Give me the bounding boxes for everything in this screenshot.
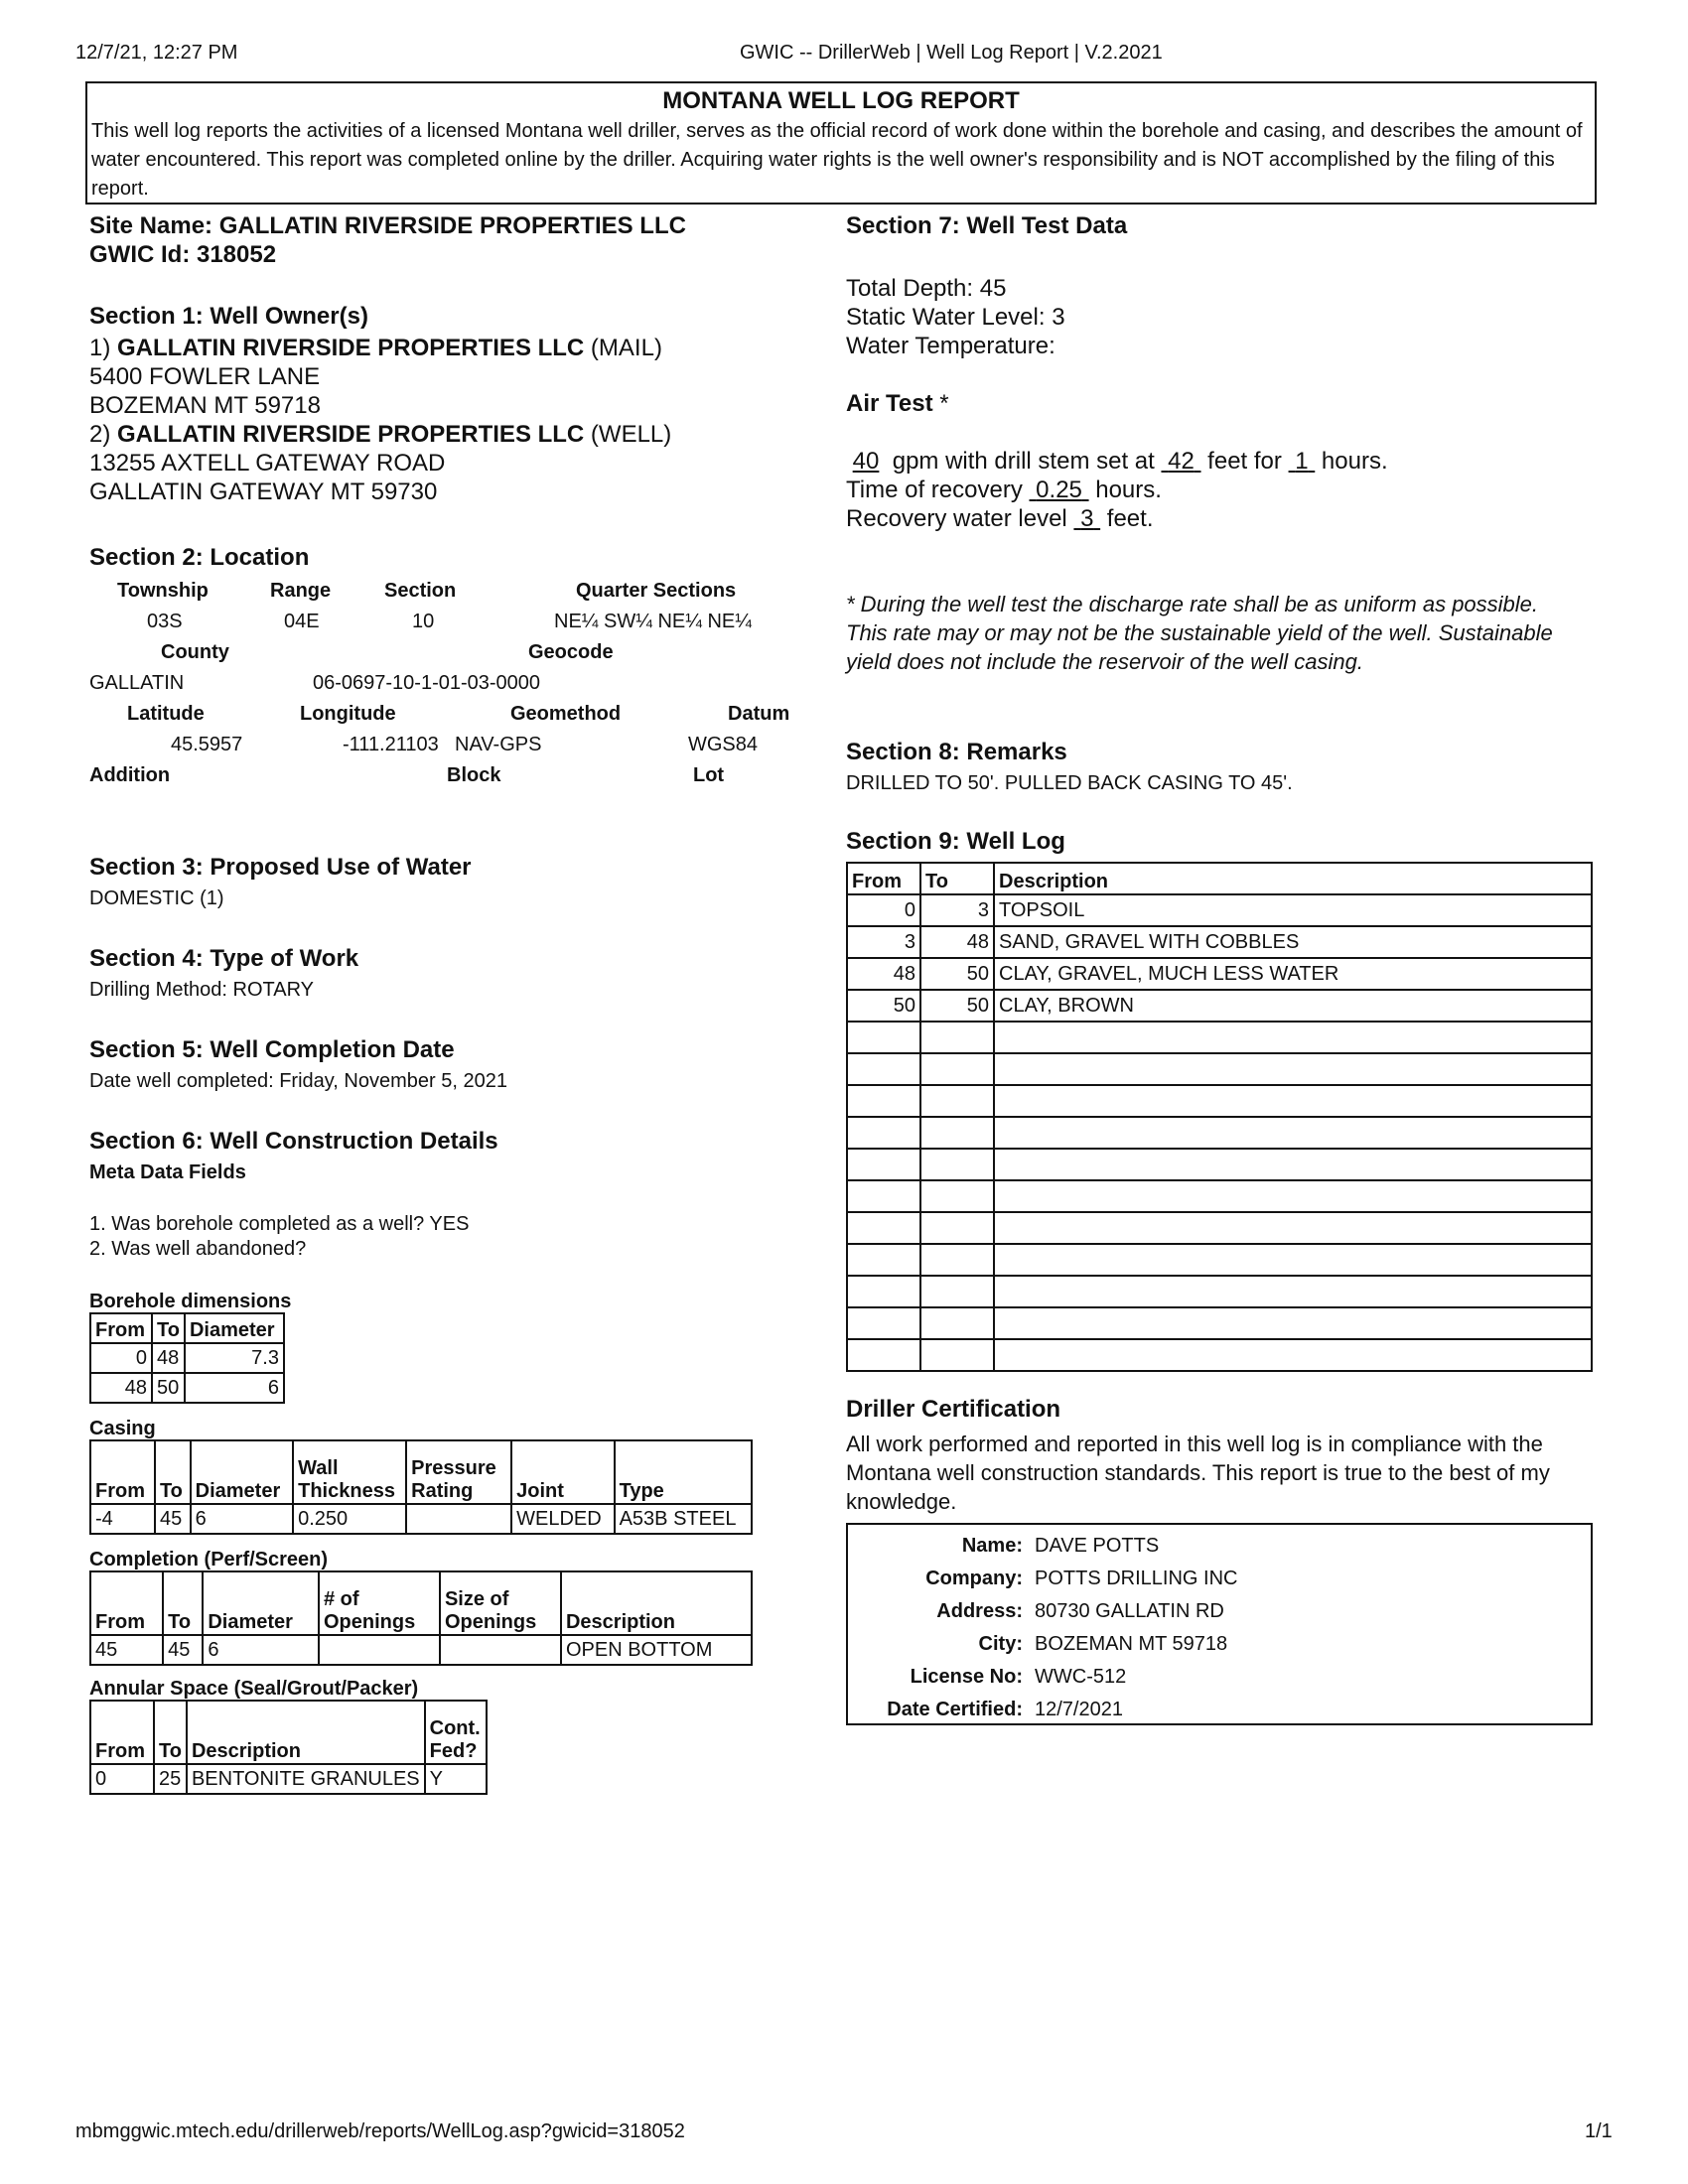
well-test-note: * During the well test the discharge rate shall be as uniform as possible. This rate may or may not be the sustainable yield of the well. Sustainable yield does not include the reservoir of the well casing. — [846, 592, 1553, 674]
cell: 48 — [920, 926, 994, 958]
lot-label: Lot — [693, 764, 725, 786]
drilling-method-value: Drilling Method: ROTARY — [89, 979, 314, 1001]
cell: 50 — [920, 958, 994, 990]
completion-header-size: Size of Openings — [440, 1571, 561, 1635]
cert-license-label: License No: — [910, 1666, 1023, 1688]
county-label: County — [161, 641, 229, 663]
completion-header-description: Description — [561, 1571, 752, 1635]
report-title: MONTANA WELL LOG REPORT — [662, 87, 1020, 114]
cell: 50 — [920, 990, 994, 1022]
empty-row — [847, 1022, 1592, 1053]
recovery-level-unit: feet. — [1100, 505, 1154, 532]
empty-row — [847, 1180, 1592, 1212]
geocode-label: Geocode — [528, 641, 614, 663]
well-test-values — [846, 274, 1065, 360]
section8-heading: Section 8: Remarks — [846, 739, 1067, 765]
annular-title: Annular Space (Seal/Grout/Packer) — [89, 1678, 419, 1700]
well-log-header-from: From — [847, 863, 920, 894]
cell: A53B STEEL — [615, 1504, 752, 1534]
cert-date-label: Date Certified: — [887, 1699, 1023, 1720]
completion-table — [89, 1570, 753, 1666]
completion-title: Completion (Perf/Screen) — [89, 1549, 329, 1570]
cell: 45 — [90, 1635, 163, 1665]
annular-header-to: To — [154, 1701, 187, 1764]
table-row — [847, 894, 1592, 926]
empty-row — [847, 1276, 1592, 1307]
cert-license-value: WWC-512 — [1035, 1666, 1127, 1688]
borehole-title: Borehole dimensions — [89, 1291, 292, 1312]
casing-header-joint: Joint — [511, 1440, 614, 1504]
block-label: Block — [447, 764, 501, 786]
casing-header-pressure: Pressure Rating — [406, 1440, 511, 1504]
borehole-header-diameter: Diameter — [185, 1313, 284, 1343]
air-test-label: Air Test — [846, 390, 933, 417]
cell: SAND, GRAVEL WITH COBBLES — [994, 926, 1592, 958]
certification-heading: Driller Certification — [846, 1396, 1061, 1423]
meta-question-1: 1. Was borehole completed as a well? YES — [89, 1213, 470, 1235]
cell: 7.3 — [185, 1343, 284, 1373]
cell: 6 — [185, 1373, 284, 1403]
cert-city-value: BOZEMAN MT 59718 — [1035, 1633, 1228, 1655]
county-value: GALLATIN — [89, 672, 185, 694]
section2-heading: Section 2: Location — [89, 544, 310, 571]
owner-2-name: GALLATIN RIVERSIDE PROPERTIES LLC — [117, 421, 585, 448]
owner-1-type: (MAIL) — [584, 335, 662, 361]
remarks-value: DRILLED TO 50'. PULLED BACK CASING TO 45'. — [846, 772, 1293, 794]
longitude-value: -111.21103 — [343, 734, 439, 755]
cell — [406, 1504, 511, 1534]
range-value: 04E — [284, 611, 320, 632]
proposed-use-value: DOMESTIC (1) — [89, 887, 224, 909]
cell: 45 — [163, 1635, 203, 1665]
cell: -4 — [90, 1504, 155, 1534]
water-temperature: Water Temperature: — [846, 333, 1055, 359]
cell: 50 — [847, 990, 920, 1022]
cell — [319, 1635, 440, 1665]
site-name: Site Name: GALLATIN RIVERSIDE PROPERTIES LLC — [89, 212, 686, 239]
empty-row — [847, 1339, 1592, 1371]
section6-heading: Section 6: Well Construction Details — [89, 1128, 498, 1155]
table-row — [90, 1764, 487, 1794]
well-log-header-description: Description — [994, 863, 1592, 894]
table-row — [90, 1373, 284, 1403]
casing-header-type: Type — [615, 1440, 752, 1504]
table-row — [90, 1343, 284, 1373]
section4-heading: Section 4: Type of Work — [89, 945, 359, 972]
static-water-level: Static Water Level: 3 — [846, 304, 1065, 331]
meta-question-2: 2. Was well abandoned? — [89, 1238, 307, 1260]
hours-text: hours. — [1315, 448, 1388, 475]
geomethod-value: NAV-GPS — [455, 734, 542, 755]
cell: 6 — [191, 1504, 294, 1534]
geocode-value: 06-0697-10-1-01-03-0000 — [313, 672, 541, 694]
table-row — [847, 958, 1592, 990]
completion-header-diameter: Diameter — [203, 1571, 319, 1635]
section-label: Section — [384, 580, 457, 602]
geomethod-label: Geomethod — [510, 703, 622, 725]
completion-header-openings: # of Openings — [319, 1571, 440, 1635]
empty-row — [847, 1149, 1592, 1180]
empty-row — [847, 1053, 1592, 1085]
casing-header-diameter: Diameter — [191, 1440, 294, 1504]
cell: WELDED — [511, 1504, 614, 1534]
gwic-id: GWIC Id: 318052 — [89, 241, 277, 268]
gpm-text: gpm with drill stem set at — [886, 448, 1162, 475]
borehole-table — [89, 1312, 285, 1404]
test-hours-value: 1 — [1295, 448, 1309, 475]
feet-for-text: feet for — [1200, 448, 1289, 475]
cell: 48 — [847, 958, 920, 990]
annular-table — [89, 1700, 488, 1795]
cell — [440, 1635, 561, 1665]
borehole-header-to: To — [152, 1313, 185, 1343]
owner-1 — [89, 334, 671, 506]
township-value: 03S — [147, 611, 183, 632]
cert-address-label: Address: — [936, 1600, 1023, 1622]
annular-header-description: Description — [187, 1701, 425, 1764]
section3-heading: Section 3: Proposed Use of Water — [89, 854, 472, 881]
cert-name-label: Name: — [961, 1535, 1023, 1557]
annular-header-cont-fed: Cont. Fed? — [425, 1701, 487, 1764]
annular-header-from: From — [90, 1701, 154, 1764]
stem-depth-value: 42 — [1168, 448, 1195, 475]
meta-data-heading: Meta Data Fields — [89, 1161, 246, 1183]
section-value: 10 — [412, 611, 435, 632]
datum-value: WGS84 — [688, 734, 759, 755]
quarter-sections-label: Quarter Sections — [576, 580, 737, 602]
empty-row — [847, 1117, 1592, 1149]
longitude-label: Longitude — [300, 703, 396, 725]
owner-1-name: GALLATIN RIVERSIDE PROPERTIES LLC — [117, 335, 585, 361]
cell: OPEN BOTTOM — [561, 1635, 752, 1665]
owner-1-prefix: 1) — [89, 335, 118, 361]
township-label: Township — [117, 580, 209, 602]
certification-text: All work performed and reported in this well log is in compliance with the Montana well construction standards. This report is true to the best of my knowledge. — [846, 1432, 1550, 1514]
recovery-level-label: Recovery water level — [846, 505, 1074, 532]
cell: CLAY, GRAVEL, MUCH LESS WATER — [994, 958, 1592, 990]
owner-1-city: BOZEMAN MT 59718 — [89, 392, 321, 419]
recovery-level-value: 3 — [1080, 505, 1094, 532]
range-label: Range — [270, 580, 332, 602]
empty-row — [847, 1244, 1592, 1276]
cell: 48 — [90, 1373, 152, 1403]
cert-company-label: Company: — [925, 1568, 1023, 1589]
owner-2-address: 13255 AXTELL GATEWAY ROAD — [89, 450, 446, 477]
cell: 3 — [920, 894, 994, 926]
cell: CLAY, BROWN — [994, 990, 1592, 1022]
casing-title: Casing — [89, 1418, 156, 1439]
empty-row — [847, 1212, 1592, 1244]
section9-heading: Section 9: Well Log — [846, 828, 1065, 855]
cert-company-value: POTTS DRILLING INC — [1035, 1568, 1238, 1589]
section5-heading: Section 5: Well Completion Date — [89, 1036, 455, 1063]
empty-row — [847, 1085, 1592, 1117]
quarter-sections-value: NE¼ SW¼ NE¼ NE¼ — [554, 611, 752, 632]
cell: 0 — [90, 1343, 152, 1373]
gpm-value: 40 — [852, 448, 880, 475]
recovery-unit: hours. — [1088, 477, 1162, 503]
cert-date-value: 12/7/2021 — [1035, 1699, 1123, 1720]
cell: 0 — [847, 894, 920, 926]
cell: 48 — [152, 1343, 185, 1373]
cell: 0 — [90, 1764, 154, 1794]
print-url: mbmggwic.mtech.edu/drillerweb/reports/WellLog.asp?gwicid=318052 — [75, 2120, 685, 2142]
recovery-value: 0.25 — [1036, 477, 1082, 503]
completion-date-value: Date well completed: Friday, November 5, 2021 — [89, 1070, 507, 1092]
casing-header-to: To — [155, 1440, 191, 1504]
empty-row — [847, 1307, 1592, 1339]
cell: 45 — [155, 1504, 191, 1534]
print-datetime: 12/7/21, 12:27 PM — [75, 42, 238, 64]
section7-heading: Section 7: Well Test Data — [846, 212, 1128, 239]
addition-label: Addition — [89, 764, 171, 786]
casing-header-from: From — [90, 1440, 155, 1504]
certification-box — [846, 1523, 1593, 1725]
cell: BENTONITE GRANULES — [187, 1764, 425, 1794]
air-test-details — [846, 447, 1388, 533]
print-title: GWIC -- DrillerWeb | Well Log Report | V.2.2021 — [740, 42, 1163, 64]
cert-address-value: 80730 GALLATIN RD — [1035, 1600, 1224, 1622]
recovery-label: Time of recovery — [846, 477, 1030, 503]
completion-header-from: From — [90, 1571, 163, 1635]
cell: TOPSOIL — [994, 894, 1592, 926]
report-intro: This well log reports the activities of a licensed Montana well driller, serves as the official record of work done within the borehole and casing, and describes the amount of water encountered. This report was completed online by the driller. Acquiring water rights is the well owner's responsibility and is NOT accomplished by the filing of this report. — [91, 120, 1583, 200]
table-row — [847, 990, 1592, 1022]
cell: 0.250 — [293, 1504, 406, 1534]
casing-table — [89, 1439, 753, 1535]
owner-2-type: (WELL) — [584, 421, 672, 448]
completion-header-to: To — [163, 1571, 203, 1635]
total-depth: Total Depth: 45 — [846, 275, 1007, 302]
owner-1-address: 5400 FOWLER LANE — [89, 363, 321, 390]
table-row — [90, 1504, 752, 1534]
latitude-value: 45.5957 — [171, 734, 243, 755]
owner-2-city: GALLATIN GATEWAY MT 59730 — [89, 478, 438, 505]
section1-heading: Section 1: Well Owner(s) — [89, 303, 368, 330]
cell: 50 — [152, 1373, 185, 1403]
well-log-table — [846, 862, 1593, 1372]
cell: Y — [425, 1764, 487, 1794]
latitude-label: Latitude — [127, 703, 205, 725]
cell: 3 — [847, 926, 920, 958]
cert-city-label: City: — [978, 1633, 1023, 1655]
page-number: 1/1 — [1585, 2120, 1613, 2142]
borehole-header-from: From — [90, 1313, 152, 1343]
owner-2-prefix: 2) — [89, 421, 118, 448]
datum-label: Datum — [728, 703, 790, 725]
cell: 6 — [203, 1635, 319, 1665]
table-row — [90, 1635, 752, 1665]
table-row — [847, 926, 1592, 958]
cell: 25 — [154, 1764, 187, 1794]
air-test-heading — [846, 389, 949, 418]
report-header-box — [85, 81, 1597, 205]
cert-name-value: DAVE POTTS — [1035, 1535, 1160, 1557]
casing-header-wall: Wall Thickness — [293, 1440, 406, 1504]
air-test-star: * — [932, 390, 949, 417]
well-log-header-to: To — [920, 863, 994, 894]
